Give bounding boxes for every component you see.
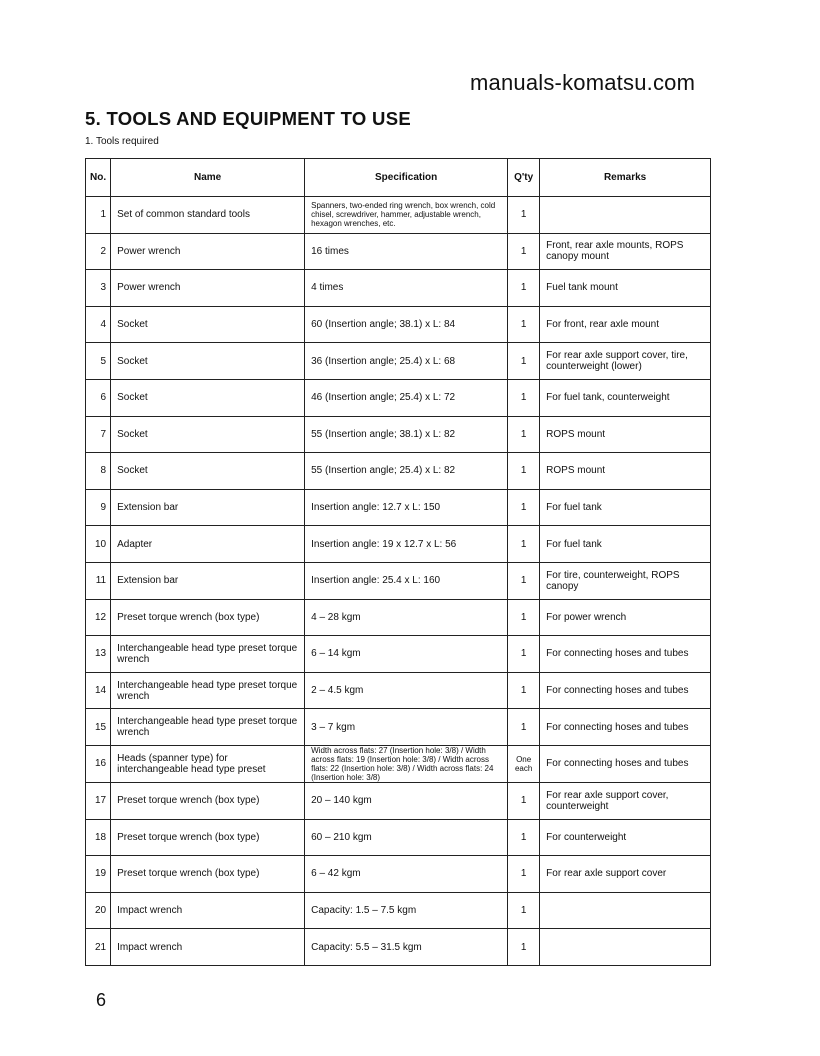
cell-spec: 55 (Insertion angle; 25.4) x L: 82 bbox=[305, 453, 508, 490]
cell-remarks: For front, rear axle mount bbox=[540, 306, 711, 343]
cell-name: Set of common standard tools bbox=[111, 197, 305, 234]
header-name: Name bbox=[111, 159, 305, 197]
table-row bbox=[86, 306, 711, 343]
cell-remarks: For rear axle support cover, tire, counterweight (lower) bbox=[540, 343, 711, 380]
tools-table bbox=[85, 158, 711, 966]
header-no: No. bbox=[86, 159, 111, 197]
cell-spec: Spanners, two-ended ring wrench, box wrench, cold chisel, screwdriver, hammer, adjustable wrench, hexagon wrenches, etc. bbox=[305, 197, 508, 234]
cell-remarks bbox=[540, 929, 711, 966]
cell-no: 16 bbox=[86, 745, 111, 782]
table-row bbox=[86, 233, 711, 270]
cell-name: Extension bar bbox=[111, 562, 305, 599]
table-header-row bbox=[86, 159, 711, 197]
cell-spec: 55 (Insertion angle; 38.1) x L: 82 bbox=[305, 416, 508, 453]
cell-no: 8 bbox=[86, 453, 111, 490]
cell-spec: 16 times bbox=[305, 233, 508, 270]
cell-no: 11 bbox=[86, 562, 111, 599]
cell-spec: 4 – 28 kgm bbox=[305, 599, 508, 636]
table-row bbox=[86, 892, 711, 929]
table-row bbox=[86, 343, 711, 380]
cell-spec: 2 – 4.5 kgm bbox=[305, 672, 508, 709]
cell-qty: 1 bbox=[508, 416, 540, 453]
cell-spec: Insertion angle: 25.4 x L: 160 bbox=[305, 562, 508, 599]
cell-name: Impact wrench bbox=[111, 929, 305, 966]
cell-no: 13 bbox=[86, 636, 111, 673]
cell-qty: 1 bbox=[508, 599, 540, 636]
cell-spec: 60 – 210 kgm bbox=[305, 819, 508, 856]
cell-spec: Width across flats: 27 (Insertion hole: 3/8) / Width across flats: 19 (Insertion hole: 3/8) / Width across flats: 22 (Insertion hole: 3/8) / Width across flats: 24 (Insertion hole: 3/8) bbox=[305, 745, 508, 782]
cell-name: Socket bbox=[111, 453, 305, 490]
cell-remarks: For fuel tank bbox=[540, 526, 711, 563]
cell-qty: 1 bbox=[508, 819, 540, 856]
cell-qty: 1 bbox=[508, 306, 540, 343]
cell-name: Preset torque wrench (box type) bbox=[111, 856, 305, 893]
cell-remarks: For rear axle support cover bbox=[540, 856, 711, 893]
section-subtitle: 1. Tools required bbox=[85, 136, 159, 147]
cell-remarks: ROPS mount bbox=[540, 416, 711, 453]
cell-qty: 1 bbox=[508, 270, 540, 307]
cell-no: 10 bbox=[86, 526, 111, 563]
cell-no: 19 bbox=[86, 856, 111, 893]
table-row bbox=[86, 782, 711, 819]
cell-spec: 3 – 7 kgm bbox=[305, 709, 508, 746]
cell-qty: 1 bbox=[508, 453, 540, 490]
table-row bbox=[86, 453, 711, 490]
cell-remarks: For connecting hoses and tubes bbox=[540, 745, 711, 782]
cell-name: Socket bbox=[111, 379, 305, 416]
cell-no: 6 bbox=[86, 379, 111, 416]
table-row bbox=[86, 929, 711, 966]
cell-spec: Capacity: 5.5 – 31.5 kgm bbox=[305, 929, 508, 966]
cell-qty: 1 bbox=[508, 233, 540, 270]
cell-no: 12 bbox=[86, 599, 111, 636]
table-row bbox=[86, 856, 711, 893]
cell-remarks: For power wrench bbox=[540, 599, 711, 636]
table-row bbox=[86, 526, 711, 563]
table-row bbox=[86, 745, 711, 782]
cell-remarks: Front, rear axle mounts, ROPS canopy mount bbox=[540, 233, 711, 270]
cell-name: Power wrench bbox=[111, 233, 305, 270]
cell-name: Socket bbox=[111, 416, 305, 453]
cell-qty: 1 bbox=[508, 672, 540, 709]
cell-spec: 4 times bbox=[305, 270, 508, 307]
cell-remarks: For fuel tank, counterweight bbox=[540, 379, 711, 416]
cell-name: Interchangeable head type preset torque wrench bbox=[111, 636, 305, 673]
cell-name: Adapter bbox=[111, 526, 305, 563]
cell-remarks: Fuel tank mount bbox=[540, 270, 711, 307]
cell-spec: 20 – 140 kgm bbox=[305, 782, 508, 819]
cell-no: 17 bbox=[86, 782, 111, 819]
cell-no: 18 bbox=[86, 819, 111, 856]
table-row bbox=[86, 197, 711, 234]
header-remarks: Remarks bbox=[540, 159, 711, 197]
cell-spec: 6 – 14 kgm bbox=[305, 636, 508, 673]
cell-remarks: ROPS mount bbox=[540, 453, 711, 490]
cell-qty: 1 bbox=[508, 379, 540, 416]
cell-name: Interchangeable head type preset torque wrench bbox=[111, 709, 305, 746]
cell-no: 1 bbox=[86, 197, 111, 234]
cell-spec: Insertion angle: 19 x 12.7 x L: 56 bbox=[305, 526, 508, 563]
page-number: 6 bbox=[96, 990, 107, 1010]
header-spec: Specification bbox=[305, 159, 508, 197]
cell-spec: Capacity: 1.5 – 7.5 kgm bbox=[305, 892, 508, 929]
table-row bbox=[86, 489, 711, 526]
cell-spec: Insertion angle: 12.7 x L: 150 bbox=[305, 489, 508, 526]
cell-remarks: For connecting hoses and tubes bbox=[540, 672, 711, 709]
cell-name: Preset torque wrench (box type) bbox=[111, 819, 305, 856]
cell-qty: 1 bbox=[508, 709, 540, 746]
cell-no: 21 bbox=[86, 929, 111, 966]
cell-remarks: For connecting hoses and tubes bbox=[540, 636, 711, 673]
table-row bbox=[86, 709, 711, 746]
cell-name: Extension bar bbox=[111, 489, 305, 526]
cell-qty: 1 bbox=[508, 929, 540, 966]
cell-no: 4 bbox=[86, 306, 111, 343]
cell-no: 20 bbox=[86, 892, 111, 929]
cell-name: Preset torque wrench (box type) bbox=[111, 782, 305, 819]
cell-remarks bbox=[540, 197, 711, 234]
cell-qty: 1 bbox=[508, 526, 540, 563]
table-row bbox=[86, 819, 711, 856]
cell-no: 2 bbox=[86, 233, 111, 270]
cell-qty: 1 bbox=[508, 636, 540, 673]
table-row bbox=[86, 672, 711, 709]
cell-qty: 1 bbox=[508, 343, 540, 380]
cell-no: 9 bbox=[86, 489, 111, 526]
table-row bbox=[86, 636, 711, 673]
cell-qty: One each bbox=[508, 745, 540, 782]
cell-spec: 6 – 42 kgm bbox=[305, 856, 508, 893]
table-row bbox=[86, 270, 711, 307]
table-row bbox=[86, 416, 711, 453]
cell-name: Interchangeable head type preset torque wrench bbox=[111, 672, 305, 709]
table-row bbox=[86, 599, 711, 636]
cell-no: 14 bbox=[86, 672, 111, 709]
cell-qty: 1 bbox=[508, 197, 540, 234]
cell-remarks: For counterweight bbox=[540, 819, 711, 856]
cell-remarks: For rear axle support cover, counterweight bbox=[540, 782, 711, 819]
cell-name: Power wrench bbox=[111, 270, 305, 307]
cell-qty: 1 bbox=[508, 562, 540, 599]
cell-qty: 1 bbox=[508, 782, 540, 819]
watermark: manuals-komatsu.com bbox=[470, 70, 696, 95]
table-row bbox=[86, 379, 711, 416]
cell-name: Heads (spanner type) for interchangeable head type preset bbox=[111, 745, 305, 782]
cell-remarks: For connecting hoses and tubes bbox=[540, 709, 711, 746]
cell-remarks: For tire, counterweight, ROPS canopy bbox=[540, 562, 711, 599]
page-title: 5. TOOLS AND EQUIPMENT TO USE bbox=[85, 108, 411, 129]
cell-name: Preset torque wrench (box type) bbox=[111, 599, 305, 636]
cell-no: 7 bbox=[86, 416, 111, 453]
cell-name: Socket bbox=[111, 306, 305, 343]
header-qty: Q'ty bbox=[508, 159, 540, 197]
cell-name: Socket bbox=[111, 343, 305, 380]
cell-spec: 36 (Insertion angle; 25.4) x L: 68 bbox=[305, 343, 508, 380]
cell-no: 5 bbox=[86, 343, 111, 380]
cell-remarks: For fuel tank bbox=[540, 489, 711, 526]
cell-no: 15 bbox=[86, 709, 111, 746]
cell-name: Impact wrench bbox=[111, 892, 305, 929]
cell-no: 3 bbox=[86, 270, 111, 307]
table-row bbox=[86, 562, 711, 599]
cell-spec: 60 (Insertion angle; 38.1) x L: 84 bbox=[305, 306, 508, 343]
cell-remarks bbox=[540, 892, 711, 929]
cell-spec: 46 (Insertion angle; 25.4) x L: 72 bbox=[305, 379, 508, 416]
cell-qty: 1 bbox=[508, 892, 540, 929]
cell-qty: 1 bbox=[508, 489, 540, 526]
cell-qty: 1 bbox=[508, 856, 540, 893]
